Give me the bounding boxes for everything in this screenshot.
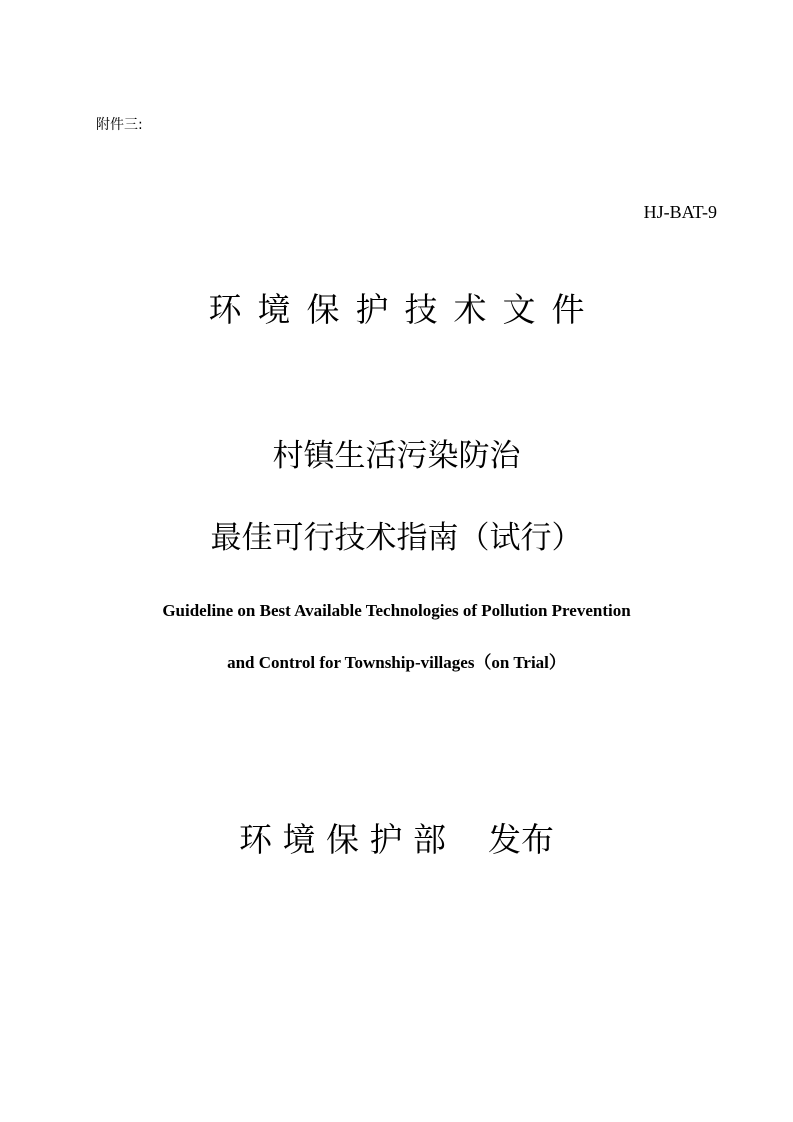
attachment-label: 附件三: [96, 117, 143, 133]
document-type-heading: 环境保护技术文件 [208, 290, 601, 329]
chinese-title-line-2: 最佳可行技术指南（试行） [210, 520, 583, 556]
english-title-line-1: Guideline on Best Available Technologies of Pollution Prevention [162, 601, 631, 620]
issuer-line: 环 境 保 护 部 发布 [239, 820, 554, 859]
chinese-title-line-1: 村镇生活污染防治 [272, 438, 521, 474]
english-title-line-2: and Control for Township-villages（on Trial） [227, 653, 566, 672]
document-code: HJ-BAT-9 [643, 202, 717, 222]
